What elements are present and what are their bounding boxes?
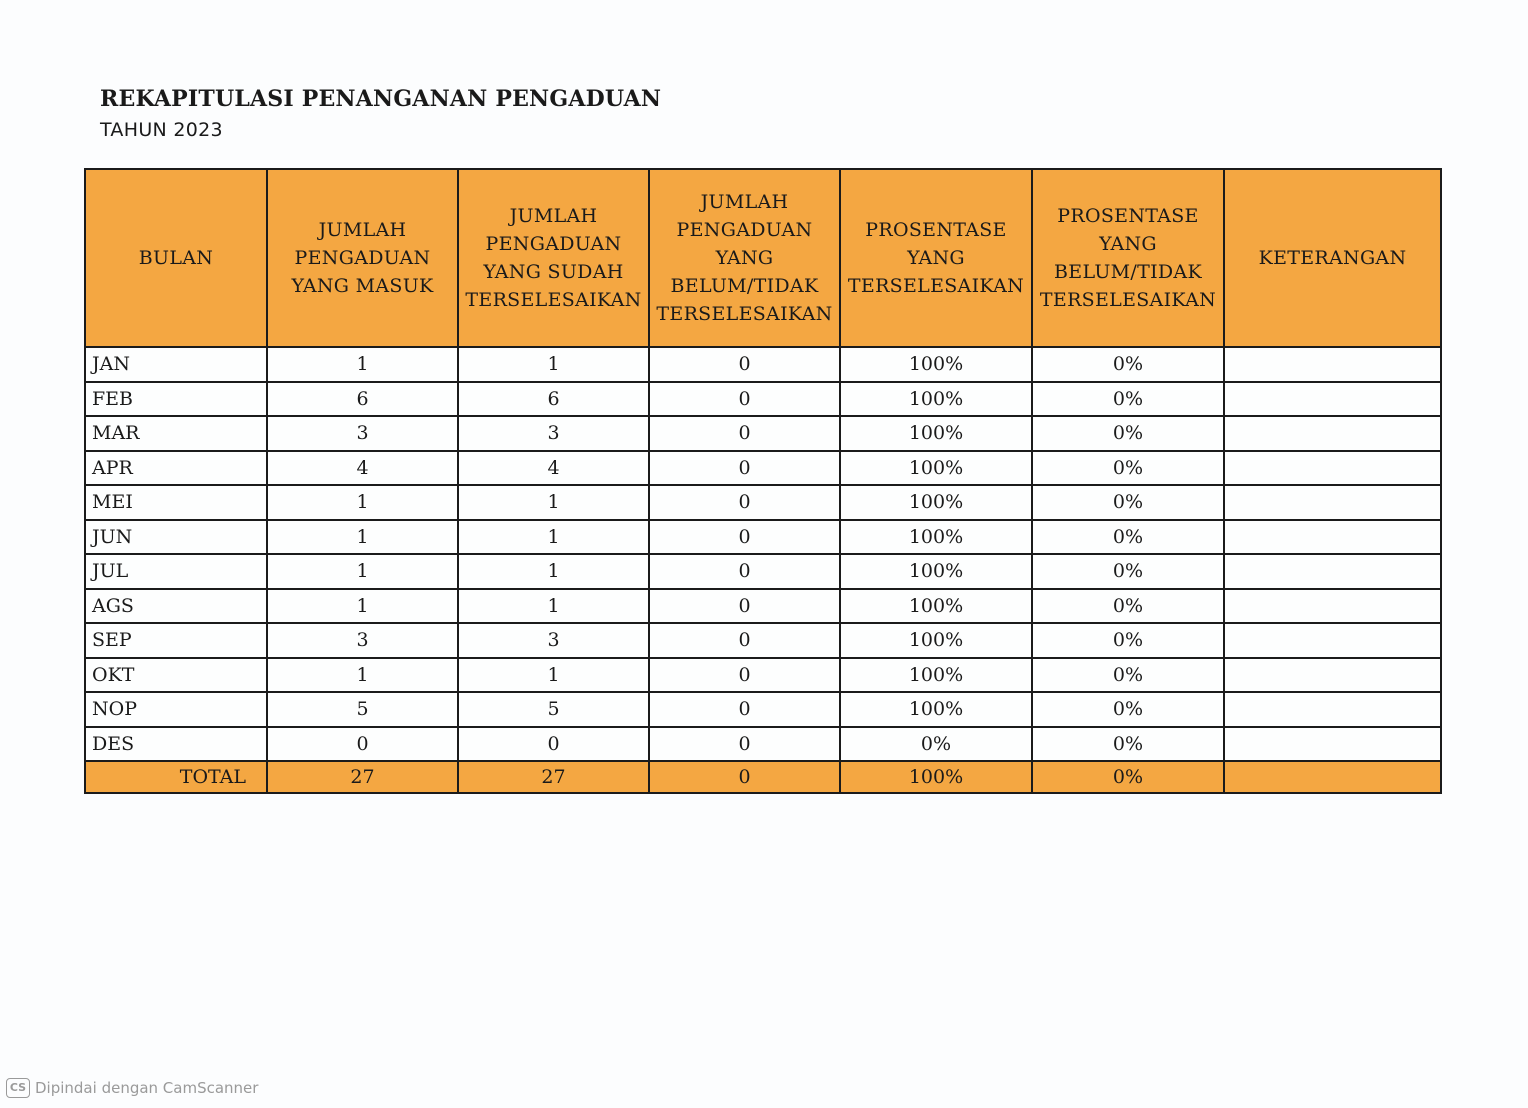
cell-keterangan [1224,658,1441,693]
cell-belum: 0 [649,416,840,451]
cell-sudah: 1 [458,554,649,589]
cell-sudah: 1 [458,658,649,693]
cell-sudah: 1 [458,347,649,382]
cell-belum: 0 [649,589,840,624]
cell-keterangan [1224,382,1441,417]
header-keterangan: KETERANGAN [1224,169,1441,347]
table-row [85,416,1441,451]
table-row [85,382,1441,417]
scanner-watermark-text: Dipindai dengan CamScanner [35,1079,259,1097]
cell-bulan: JUN [85,520,267,555]
cell-pct-belum: 0% [1032,451,1224,486]
cell-pct-belum: 0% [1032,554,1224,589]
cell-keterangan [1224,416,1441,451]
cell-keterangan [1224,347,1441,382]
document-subtitle: TAHUN 2023 [100,119,223,141]
total-masuk: 27 [267,761,458,793]
cell-belum: 0 [649,692,840,727]
cell-pct-selesai: 100% [840,485,1032,520]
total-pct-selesai: 100% [840,761,1032,793]
cell-masuk: 1 [267,554,458,589]
cell-pct-selesai: 100% [840,416,1032,451]
document-title: REKAPITULASI PENANGANAN PENGADUAN [100,86,662,112]
table-row [85,623,1441,658]
cell-pct-belum: 0% [1032,727,1224,762]
table-row [85,727,1441,762]
cell-pct-selesai: 100% [840,692,1032,727]
scanner-watermark [6,1078,258,1098]
cell-pct-belum: 0% [1032,382,1224,417]
cell-pct-belum: 0% [1032,623,1224,658]
cell-pct-selesai: 100% [840,347,1032,382]
cell-keterangan [1224,727,1441,762]
cell-masuk: 1 [267,658,458,693]
header-prosentase-selesai: PROSENTASE YANG TERSELESAIKAN [840,169,1032,347]
cell-belum: 0 [649,382,840,417]
cell-sudah: 1 [458,485,649,520]
cell-bulan: JAN [85,347,267,382]
cell-belum: 0 [649,485,840,520]
cell-masuk: 1 [267,347,458,382]
cell-bulan: SEP [85,623,267,658]
cell-belum: 0 [649,623,840,658]
cell-bulan: NOP [85,692,267,727]
cell-pct-belum: 0% [1032,589,1224,624]
cell-pct-selesai: 0% [840,727,1032,762]
cell-keterangan [1224,451,1441,486]
header-bulan: BULAN [85,169,267,347]
cell-belum: 0 [649,347,840,382]
cell-sudah: 4 [458,451,649,486]
total-pct-belum: 0% [1032,761,1224,793]
cell-pct-selesai: 100% [840,554,1032,589]
cell-bulan: MEI [85,485,267,520]
cell-pct-selesai: 100% [840,382,1032,417]
table-row [85,658,1441,693]
cell-masuk: 1 [267,589,458,624]
cell-sudah: 5 [458,692,649,727]
table-row [85,485,1441,520]
cell-belum: 0 [649,727,840,762]
cell-sudah: 6 [458,382,649,417]
cell-masuk: 1 [267,520,458,555]
cell-belum: 0 [649,658,840,693]
total-label: TOTAL [85,761,267,793]
header-prosentase-belum: PROSENTASE YANG BELUM/TIDAK TERSELESAIKAN [1032,169,1224,347]
cell-sudah: 1 [458,520,649,555]
cell-pct-selesai: 100% [840,451,1032,486]
header-jumlah-sudah: JUMLAH PENGADUAN YANG SUDAH TERSELESAIKAN [458,169,649,347]
cell-masuk: 5 [267,692,458,727]
cell-masuk: 0 [267,727,458,762]
recap-table [84,168,1442,794]
cell-pct-selesai: 100% [840,658,1032,693]
table-row [85,692,1441,727]
header-jumlah-belum: JUMLAH PENGADUAN YANG BELUM/TIDAK TERSELESAIKAN [649,169,840,347]
camscanner-logo-icon: CS [6,1078,30,1098]
cell-sudah: 3 [458,623,649,658]
cell-bulan: MAR [85,416,267,451]
cell-belum: 0 [649,451,840,486]
cell-masuk: 6 [267,382,458,417]
cell-masuk: 1 [267,485,458,520]
table-row [85,347,1441,382]
cell-pct-belum: 0% [1032,692,1224,727]
cell-pct-belum: 0% [1032,658,1224,693]
cell-sudah: 1 [458,589,649,624]
cell-masuk: 4 [267,451,458,486]
cell-sudah: 3 [458,416,649,451]
cell-bulan: JUL [85,554,267,589]
table-row [85,520,1441,555]
cell-masuk: 3 [267,623,458,658]
cell-pct-selesai: 100% [840,520,1032,555]
table-row [85,589,1441,624]
cell-pct-belum: 0% [1032,520,1224,555]
cell-pct-belum: 0% [1032,485,1224,520]
cell-keterangan [1224,485,1441,520]
header-jumlah-masuk: JUMLAH PENGADUAN YANG MASUK [267,169,458,347]
cell-bulan: FEB [85,382,267,417]
cell-masuk: 3 [267,416,458,451]
cell-pct-belum: 0% [1032,347,1224,382]
cell-keterangan [1224,623,1441,658]
cell-bulan: APR [85,451,267,486]
cell-sudah: 0 [458,727,649,762]
total-row [85,761,1441,793]
table-row [85,451,1441,486]
table-row [85,554,1441,589]
cell-pct-selesai: 100% [840,623,1032,658]
cell-bulan: OKT [85,658,267,693]
cell-keterangan [1224,692,1441,727]
cell-belum: 0 [649,554,840,589]
cell-keterangan [1224,520,1441,555]
cell-keterangan [1224,589,1441,624]
cell-bulan: DES [85,727,267,762]
cell-bulan: AGS [85,589,267,624]
total-sudah: 27 [458,761,649,793]
header-row [85,169,1441,347]
total-keterangan [1224,761,1441,793]
cell-keterangan [1224,554,1441,589]
cell-pct-selesai: 100% [840,589,1032,624]
total-belum: 0 [649,761,840,793]
cell-belum: 0 [649,520,840,555]
cell-pct-belum: 0% [1032,416,1224,451]
